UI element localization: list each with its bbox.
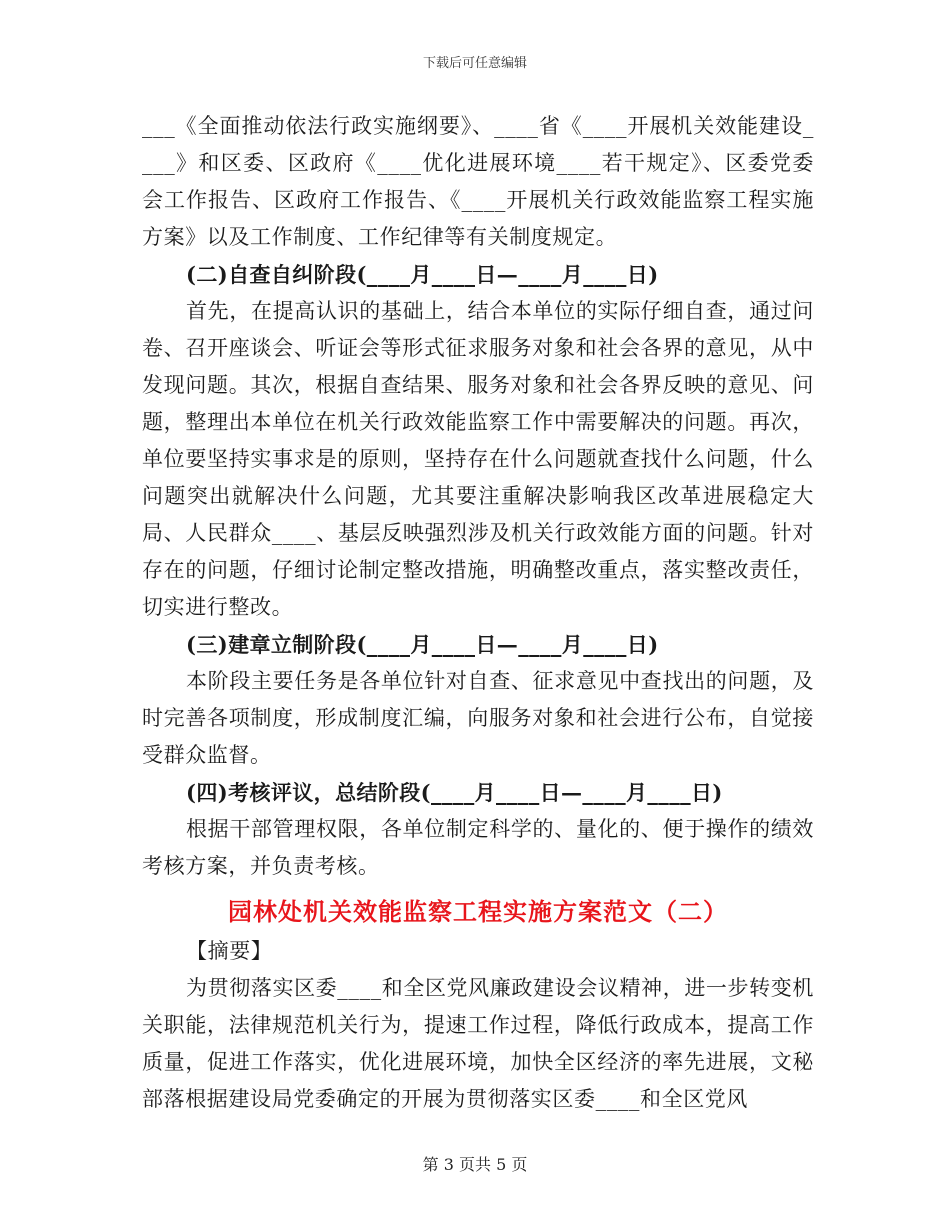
section-heading-self-check: (二)自查自纠阶段(____月____日—____月____日): [186, 262, 659, 287]
second-document-title: 园林处机关效能监察工程实施方案范文（二）: [228, 897, 728, 926]
abstract-paragraph: 为贯彻落实区委____和全区党风廉政建设会议精神，进一步转变机关职能，法律规范机关行为，提速工作过程，降低行政成本，提高工作质量，促进工作落实，优化进展环境，加快全区经济的率先进展，文秘部落根据建设局党委确定的开展为贯彻落实区委____和全区党风: [142, 976, 814, 1111]
document-body: [142, 108, 814, 1118]
page-header: 下载后可任意编辑: [422, 56, 527, 71]
rules-paragraph: 本阶段主要任务是各单位针对自查、征求意见中查找出的问题，及时完善各项制度，形成制度汇编，向服务对象和社会进行公布，自觉接受群众监督。: [142, 669, 814, 767]
assessment-paragraph: 根据干部管理权限，各单位制定科学的、量化的、便于操作的绩效考核方案，并负责考核。: [142, 817, 814, 878]
abstract-label: 【摘要】: [186, 939, 273, 963]
page-number: 第 3 页共 5 页: [422, 1155, 528, 1174]
section-heading-assessment: (四)考核评议，总结阶段(____月____日—____月____日): [186, 780, 723, 805]
section-heading-rules: (三)建章立制阶段(____月____日—____月____日): [186, 632, 659, 657]
self-check-paragraph: 首先，在提高认识的基础上，结合本单位的实际仔细自查，通过问卷、召开座谈会、听证会等形式征求服务对象和社会各界的意见，从中发现问题。其次，根据自查结果、服务对象和社会各界反映的意见、问题，整理出本单位在机关行政效能监察工作中需要解决的问题。再次，单位要坚持实事求是的原则，坚持存在什么问题就查找什么问题，什么问题突出就解决什么问题，尤其要注重解决影响我区改革进展稳定大局、人民群众____、基层反映强烈涉及机关行政效能方面的问题。针对存在的问题，仔细讨论制定整改措施，明确整改重点，落实整改责任，切实进行整改。: [142, 299, 814, 619]
intro-paragraph: ___《全面推动依法行政实施纲要》、____省《____开展机关效能建设____》和区委、区政府《____优化进展环境____若干规定》、区委党委会工作报告、区政府工作报告、《____开展机关行政效能监察工程实施方案》以及工作制度、工作纪律等有关制度规定。: [142, 114, 814, 249]
